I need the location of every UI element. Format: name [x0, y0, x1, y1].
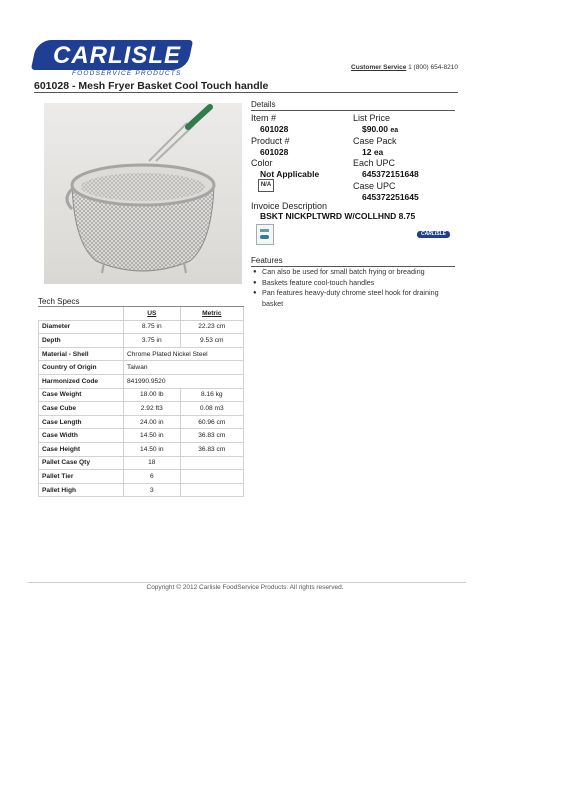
spec-name: Harmonized Code	[39, 374, 124, 388]
spec-value-metric	[180, 470, 243, 484]
spec-value-metric: 0.08 m3	[180, 402, 243, 416]
title-divider	[34, 92, 458, 93]
tech-specs-body	[39, 320, 244, 497]
page-title: 601028 - Mesh Fryer Basket Cool Touch handle	[34, 80, 269, 92]
carlisle-small-logo: CARLISLE	[417, 231, 450, 238]
spec-name: Pallet Tier	[39, 470, 124, 484]
details-divider	[251, 110, 455, 111]
case-pack-value: 12 ea	[362, 147, 384, 157]
footer-copyright: Copyright © 2012 Carlisle FoodService Products. All rights reserved.	[146, 584, 344, 591]
spec-value-metric: 36.83 cm	[180, 429, 243, 443]
spec-name: Case Length	[39, 415, 124, 429]
logo-subtitle: FOODSERVICE PRODUCTS	[72, 70, 182, 77]
spec-name: Pallet High	[39, 483, 124, 497]
spec-name: Case Width	[39, 429, 124, 443]
case-upc-label: Case UPC	[353, 181, 396, 191]
spec-value-metric: 22.23 cm	[180, 320, 243, 334]
features-heading: Features	[251, 256, 283, 265]
list-price-amount: $90.00	[362, 124, 388, 134]
spec-name: Depth	[39, 334, 124, 348]
feature-item: ● Baskets feature cool-touch handles	[251, 278, 457, 289]
feature-item: ● Pan features heavy-duty chrome steel hook for draining basket	[251, 288, 457, 309]
table-row	[39, 483, 244, 497]
each-upc-value: 645372151648	[362, 169, 419, 179]
spec-name: Diameter	[39, 320, 124, 334]
list-price-value	[362, 124, 398, 134]
spec-value-metric	[180, 483, 243, 497]
tech-specs-heading: Tech Specs	[38, 297, 80, 306]
spec-value-metric	[180, 456, 243, 470]
table-row	[39, 415, 244, 429]
table-row	[39, 402, 244, 416]
spec-value-us: 2.92 ft3	[124, 402, 181, 416]
each-upc-label: Each UPC	[353, 158, 396, 168]
spec-name: Case Cube	[39, 402, 124, 416]
color-label: Color	[251, 158, 273, 168]
spec-value: Chrome Plated Nickel Steel	[124, 347, 244, 361]
fryer-basket-illustration	[44, 103, 242, 284]
table-row	[39, 388, 244, 402]
table-row	[39, 470, 244, 484]
spec-value: 841990.9520	[124, 374, 244, 388]
table-row	[39, 347, 244, 361]
customer-service-link[interactable]: Customer Service	[351, 64, 407, 71]
product-value: 601028	[260, 147, 289, 157]
product-thumbnail-icon[interactable]	[256, 224, 274, 245]
spec-value-us: 14.50 in	[124, 442, 181, 456]
feature-item: ● Can also be used for small batch frying or breading	[251, 267, 457, 278]
spec-name: Country of Origin	[39, 361, 124, 375]
item-value: 601028	[260, 124, 289, 134]
table-row	[39, 429, 244, 443]
spec-value-metric: 8.16 kg	[180, 388, 243, 402]
table-row	[39, 320, 244, 334]
spec-value-metric: 36.83 cm	[180, 442, 243, 456]
spec-name: Pallet Case Qty	[39, 456, 124, 470]
spec-name: Material - Shell	[39, 347, 124, 361]
spec-value-metric: 60.96 cm	[180, 415, 243, 429]
spec-value-metric: 9.53 cm	[180, 334, 243, 348]
case-pack-label: Case Pack	[353, 136, 397, 146]
product-label: Product #	[251, 136, 290, 146]
spec-value-us: 24.00 in	[124, 415, 181, 429]
thumbnail-mark	[260, 235, 269, 239]
case-upc-value: 645372251645	[362, 192, 419, 202]
spec-value-us: 14.50 in	[124, 429, 181, 443]
tech-specs-table	[38, 307, 244, 497]
column-us: US	[124, 307, 181, 320]
footer-divider	[28, 582, 466, 583]
table-header-blank	[39, 307, 124, 320]
product-image	[44, 103, 242, 284]
spec-value-us: 3	[124, 483, 181, 497]
customer-service	[351, 64, 458, 71]
table-row	[39, 374, 244, 388]
spec-name: Case Height	[39, 442, 124, 456]
spec-value-us: 18	[124, 456, 181, 470]
invoice-description-label: Invoice Description	[251, 201, 328, 211]
table-header-row	[39, 307, 244, 320]
list-price-unit: ea	[390, 127, 399, 134]
table-row	[39, 442, 244, 456]
column-metric: Metric	[180, 307, 243, 320]
thumbnail-mark	[260, 229, 269, 232]
list-price-label: List Price	[353, 113, 391, 123]
customer-service-phone: 1 (800) 654-8210	[408, 64, 458, 71]
details-heading: Details	[251, 100, 276, 109]
color-swatch: N/A	[258, 179, 274, 192]
table-row	[39, 456, 244, 470]
spec-value-us: 18.00 lb	[124, 388, 181, 402]
logo-text: CARLISLE	[53, 42, 181, 69]
spec-name: Case Weight	[39, 388, 124, 402]
item-label: Item #	[251, 113, 277, 123]
spec-value: Taiwan	[124, 361, 244, 375]
spec-value-us: 3.75 in	[124, 334, 181, 348]
spec-value-us: 6	[124, 470, 181, 484]
carlisle-logo	[34, 40, 192, 80]
table-row	[39, 334, 244, 348]
features-list	[251, 267, 457, 309]
invoice-description-value: BSKT NICKPLTWRD W/COLLHND 8.75	[260, 211, 416, 221]
table-row	[39, 361, 244, 375]
color-value: Not Applicable	[260, 169, 320, 179]
spec-value-us: 8.75 in	[124, 320, 181, 334]
